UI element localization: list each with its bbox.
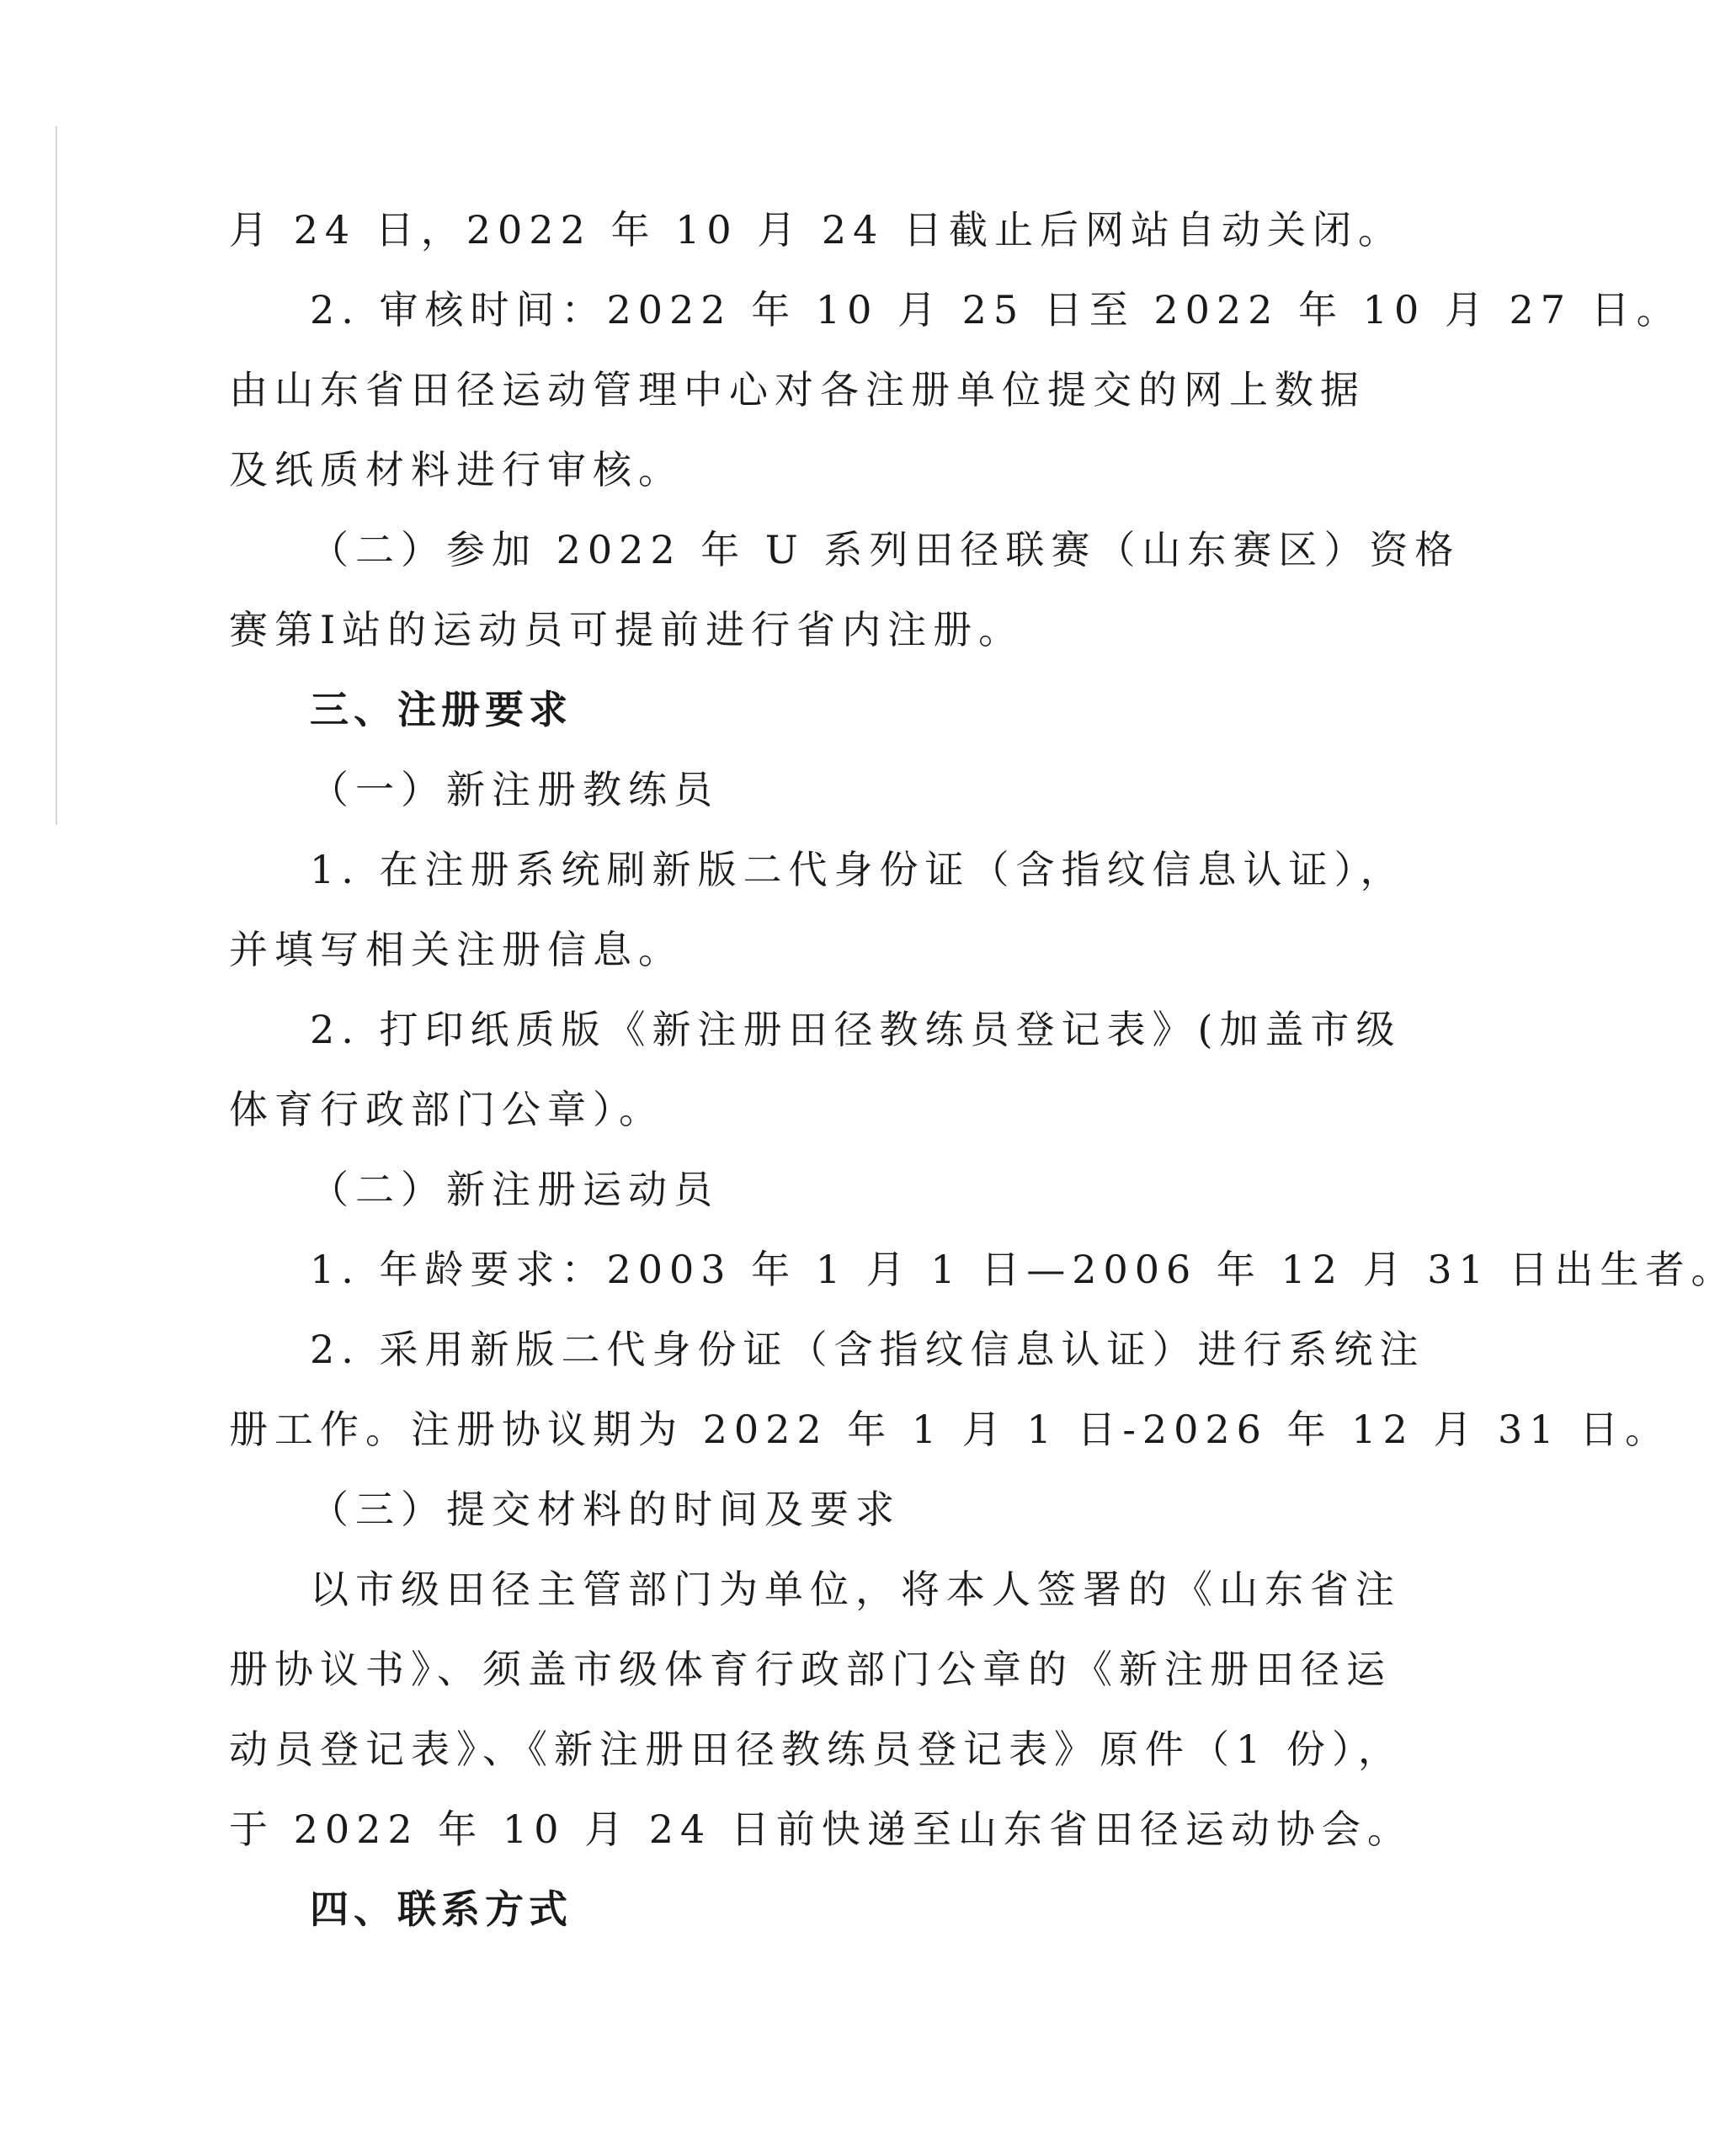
paragraph-line: 1. 年龄要求：2003 年 1 月 1 日—2006 年 12 月 31 日出生者。 — [310, 1247, 1736, 1292]
subsection-heading: （三）提交材料的时间及要求 — [310, 1487, 901, 1532]
subsection-heading: （二）新注册运动员 — [310, 1167, 719, 1212]
paragraph-line: 及纸质材料进行审核。 — [229, 447, 684, 492]
scan-edge-line — [56, 126, 57, 825]
paragraph-line: 册工作。注册协议期为 2022 年 1 月 1 日-2026 年 12 月 31 日。 — [229, 1407, 1671, 1452]
paragraph-line: 2. 打印纸质版《新注册田径教练员登记表》(加盖市级 — [310, 1007, 1402, 1052]
section-heading: 四、联系方式 — [310, 1886, 572, 1932]
paragraph-line: 1. 在注册系统刷新版二代身份证（含指纹信息认证）， — [310, 847, 1406, 892]
paragraph-line: （二）参加 2022 年 U 系列田径联赛（山东赛区）资格 — [310, 527, 1461, 572]
paragraph-line: 体育行政部门公章）。 — [229, 1087, 664, 1132]
paragraph-line: 动员登记表》、《新注册田径教练员登记表》原件（1 份）， — [229, 1727, 1403, 1772]
paragraph-line: 以市级田径主管部门为单位，将本人签署的《山东省注 — [310, 1567, 1401, 1612]
section-heading: 三、注册要求 — [310, 687, 572, 732]
paragraph-line: 2. 审核时间：2022 年 10 月 25 日至 2022 年 10 月 27 日。 — [310, 287, 1682, 333]
paragraph-line: 2. 采用新版二代身份证（含指纹信息认证）进行系统注 — [310, 1327, 1425, 1372]
paragraph-line: 于 2022 年 10 月 24 日前快递至山东省田径运动协会。 — [229, 1806, 1413, 1852]
paragraph-line: 并填写相关注册信息。 — [229, 927, 684, 972]
paragraph-line: 月 24 日，2022 年 10 月 24 日截止后网站自动关闭。 — [229, 207, 1404, 253]
paragraph-line: 由山东省田径运动管理中心对各注册单位提交的网上数据 — [229, 367, 1366, 412]
paragraph-line: 赛第Ⅰ站的运动员可提前进行省内注册。 — [229, 607, 1025, 652]
paragraph-line: 册协议书》、须盖市级体育行政部门公章的《新注册田径运 — [229, 1647, 1392, 1692]
subsection-heading: （一）新注册教练员 — [310, 767, 719, 812]
